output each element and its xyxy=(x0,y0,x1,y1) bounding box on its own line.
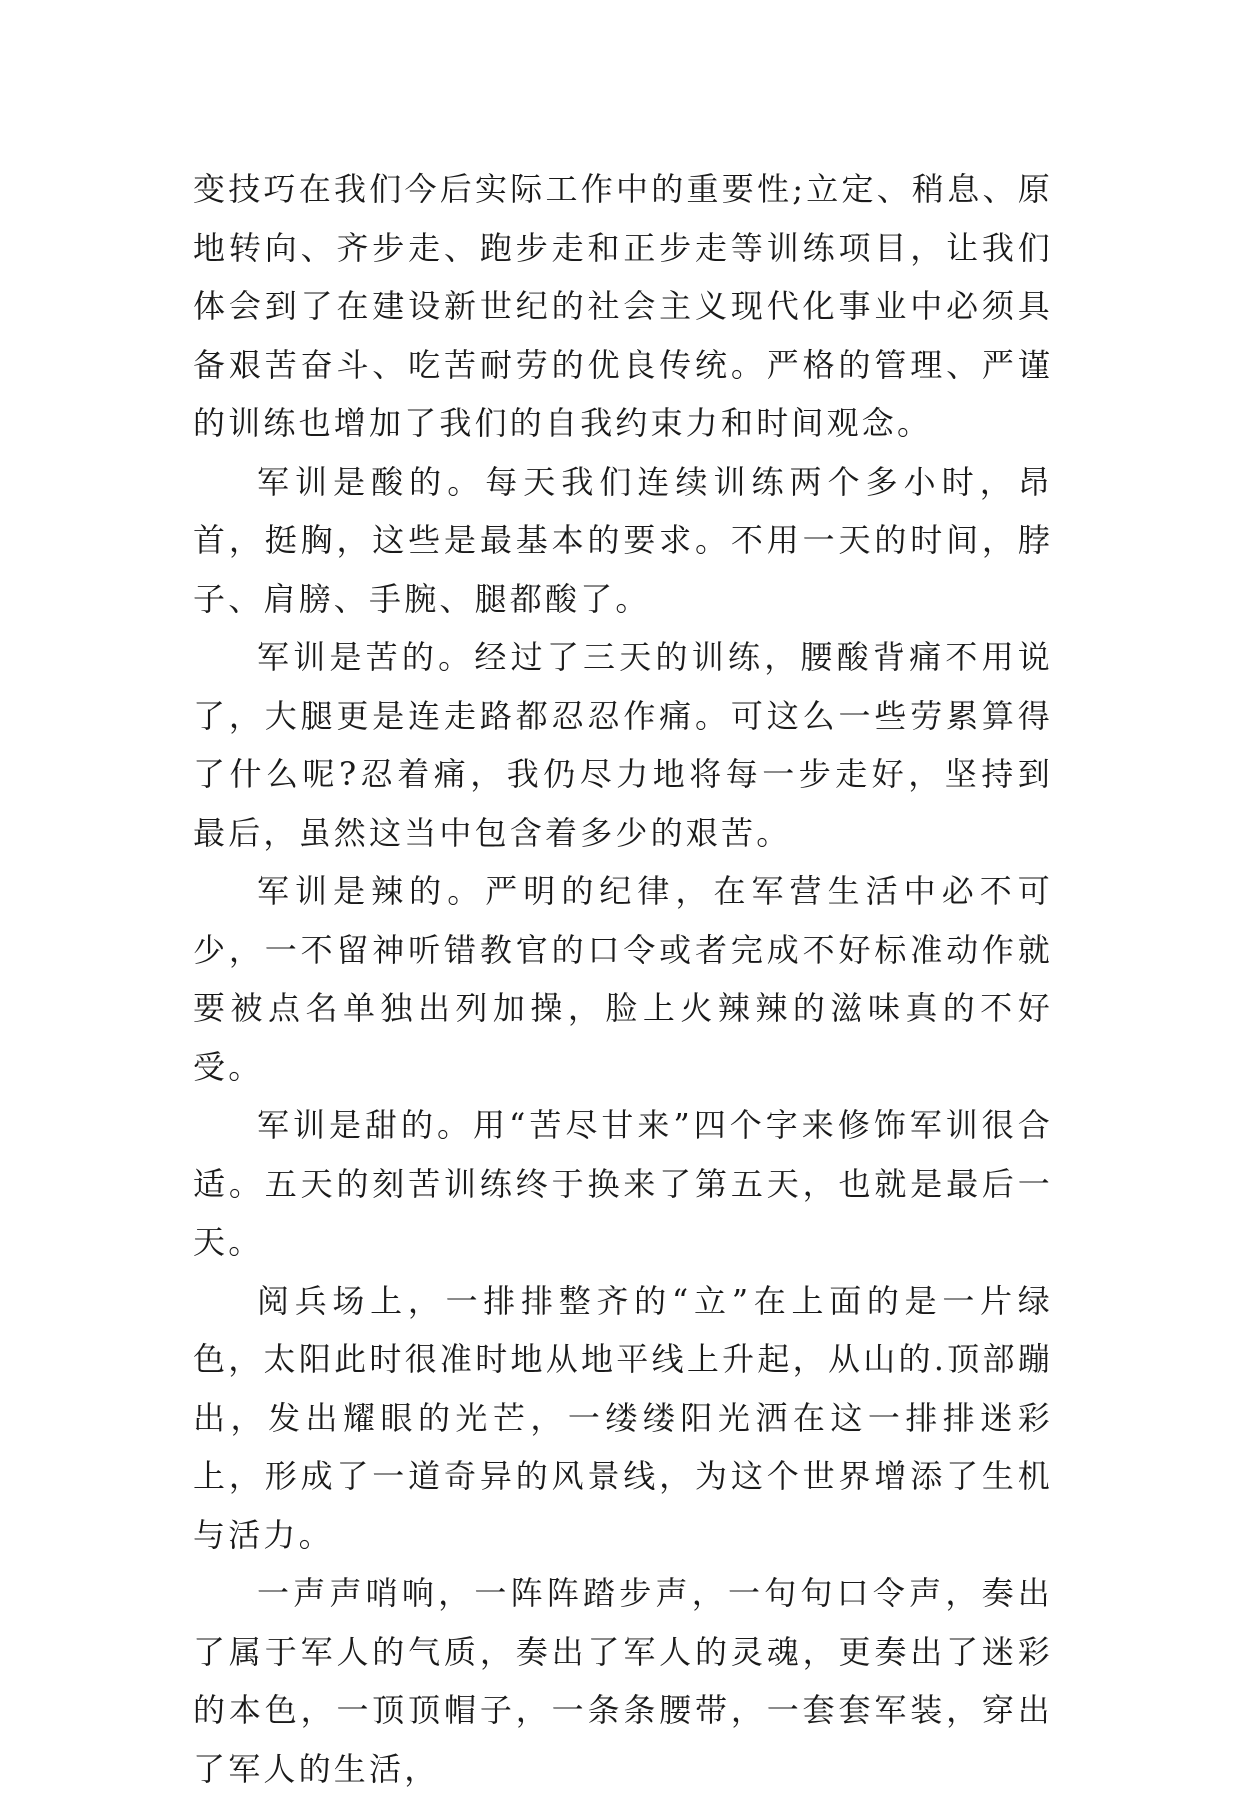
document-body xyxy=(193,160,1053,1798)
paragraph-4: 军训是辣的。严明的纪律，在军营生活中必不可少，一不留神听错教官的口令或者完成不好标准动作就要被点名单独出列加操，脸上火辣辣的滋味真的不好受。 xyxy=(193,872,1053,1086)
paragraph-5: 军训是甜的。用“苦尽甘来”四个字来修饰军训很合适。五天的刻苦训练终于换来了第五天，也就是最后一天。 xyxy=(193,1106,1053,1261)
paragraph-2: 军训是酸的。每天我们连续训练两个多小时，昂首，挺胸，这些是最基本的要求。不用一天的时间，脖子、肩膀、手腕、腿都酸了。 xyxy=(193,462,1053,618)
paragraph-3: 军训是苦的。经过了三天的训练，腰酸背痛不用说了，大腿更是连走路都忍忍作痛。可这么一些劳累算得了什么呢?忍着痛，我仍尽力地将每一步走好，坚持到最后，虽然这当中包含着多少的艰苦。 xyxy=(193,638,1053,852)
paragraph-6: 阅兵场上，一排排整齐的“立”在上面的是一片绿色，太阳此时很准时地从地平线上升起，从山的.顶部蹦出，发出耀眼的光芒，一缕缕阳光洒在这一排排迷彩上，形成了一道奇异的风景线，为这个世界增添了生机与活力。 xyxy=(193,1281,1053,1554)
paragraph-7: 一声声哨响，一阵阵踏步声，一句句口令声，奏出了属于军人的气质，奏出了军人的灵魂，更奏出了迷彩的本色，一顶顶帽子，一条条腰带，一套套军装，穿出了军人的生活， xyxy=(193,1574,1053,1788)
paragraph-1: 变技巧在我们今后实际工作中的重要性;立定、稍息、原地转向、齐步走、跑步走和正步走等训练项目，让我们体会到了在建设新世纪的社会主义现代化事业中必须具备艰苦奋斗、吃苦耐劳的优良传统。严格的管理、严谨的训练也增加了我们的自我约束力和时间观念。 xyxy=(193,170,1053,442)
